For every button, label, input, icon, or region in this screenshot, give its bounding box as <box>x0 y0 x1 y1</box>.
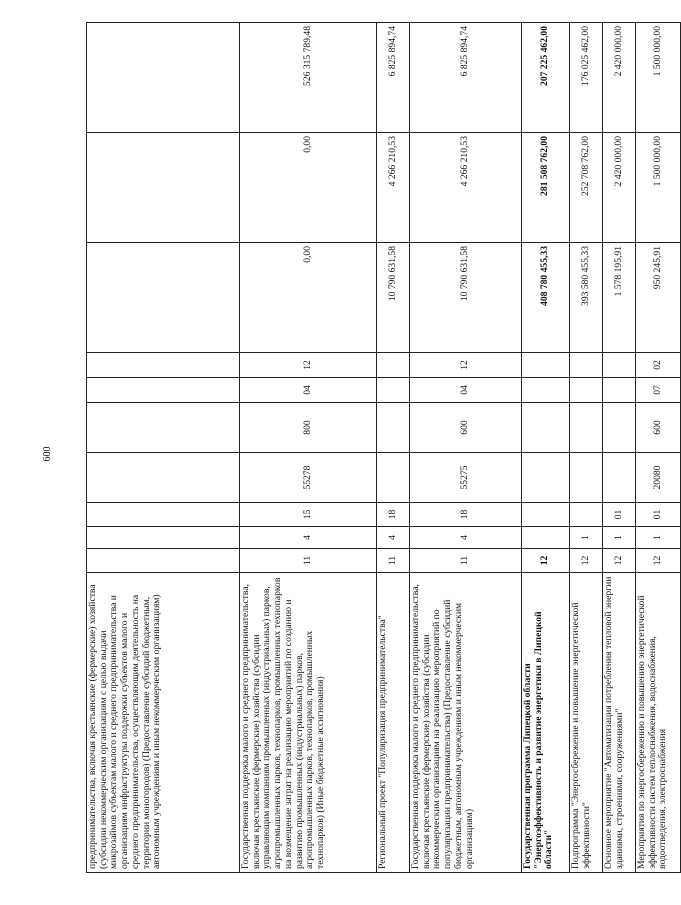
code-cell <box>87 503 240 527</box>
code-cell: 1 <box>636 527 681 549</box>
code-cell: 02 <box>636 353 681 378</box>
code-cell: 55275 <box>410 453 522 503</box>
amount-cell: 950 245,91 <box>636 243 681 353</box>
table-row <box>570 23 603 873</box>
code-cell: 12 <box>522 549 570 573</box>
amount-cell: 6 825 894,74 <box>410 23 522 133</box>
code-cell: 1 <box>570 527 603 549</box>
row-name-cell: Государственная поддержка малого и среднего предпринимательства, включая крестьянские (фермерские) хозяйства (субсидии некоммерческим организациям на реализацию мероприятий по популяризации предпринимательства) (Предоставление субсидий бюджетным, автономным учреждениям и иным некоммерческим организациям) <box>410 573 522 873</box>
code-cell: 12 <box>240 353 377 378</box>
row-name-cell: Региональный проект "Популяризация предпринимательства" <box>377 573 410 873</box>
amount-cell: 176 025 462,00 <box>570 23 603 133</box>
code-cell <box>570 353 603 378</box>
code-cell: 18 <box>410 503 522 527</box>
amount-cell: 0,00 <box>240 133 377 243</box>
table-row <box>636 23 681 873</box>
code-cell <box>522 403 570 453</box>
table-row <box>87 23 240 873</box>
page-number: 600 <box>42 446 53 462</box>
code-cell <box>87 378 240 403</box>
code-cell <box>87 353 240 378</box>
row-name-cell: Государственная поддержка малого и среднего предпринимательства, включая крестьянские (фермерские) хозяйства (субсидии управляющим компаниям промышленных (индустриальных) парков, агропромышленных парков, технопарков, промышленных технопарков на возмещение затрат на реализацию мероприятий по созданию и развитию промышленных (индустриальных) парков, агропромышленных парков, технопарков, промышленных технопарков) (Иные бюджетные ассигнования) <box>240 573 377 873</box>
amount-cell: 2 420 000,00 <box>603 23 636 133</box>
code-cell <box>87 527 240 549</box>
code-cell: 55278 <box>240 453 377 503</box>
code-cell: 20080 <box>636 453 681 503</box>
amount-cell: 10 790 631,58 <box>410 243 522 353</box>
code-cell: 15 <box>240 503 377 527</box>
amount-cell: 10 790 631,58 <box>377 243 410 353</box>
code-cell: 600 <box>410 403 522 453</box>
code-cell: 11 <box>240 549 377 573</box>
code-cell <box>522 353 570 378</box>
code-cell <box>522 503 570 527</box>
code-cell: 07 <box>636 378 681 403</box>
code-cell: 04 <box>240 378 377 403</box>
code-cell <box>603 378 636 403</box>
table-row <box>522 23 570 873</box>
code-cell: 04 <box>410 378 522 403</box>
amount-cell: 1 500 000,00 <box>636 133 681 243</box>
code-cell: 4 <box>410 527 522 549</box>
row-name-cell: Мероприятия по энергосбережению и повышению энергетической эффективности систем теплоснабжения, водоснабжения, водоотведения, электроснабжения <box>636 573 681 873</box>
row-name-cell: Подпрограмма "Энергосбережение и повышение энергетической эффективности" <box>570 573 603 873</box>
amount-cell: 6 825 894,74 <box>377 23 410 133</box>
table-row <box>410 23 522 873</box>
amount-cell <box>87 243 240 353</box>
code-cell: 600 <box>636 403 681 453</box>
rotated-table-container <box>86 23 669 873</box>
code-cell <box>603 453 636 503</box>
code-cell <box>522 378 570 403</box>
code-cell: 01 <box>636 503 681 527</box>
code-cell <box>377 403 410 453</box>
row-name-cell: Государственная программа Липецкой области "Энергоэффективность и развитие энергетики в Липецкой области" <box>522 573 570 873</box>
table-row <box>377 23 410 873</box>
code-cell: 12 <box>636 549 681 573</box>
amount-cell: 207 225 462,00 <box>522 23 570 133</box>
code-cell: 800 <box>240 403 377 453</box>
amount-cell: 4 266 210,53 <box>377 133 410 243</box>
code-cell <box>603 353 636 378</box>
amount-cell: 281 508 762,00 <box>522 133 570 243</box>
amount-cell: 2 420 000,00 <box>603 133 636 243</box>
amount-cell: 252 708 762,00 <box>570 133 603 243</box>
code-cell <box>570 403 603 453</box>
table-body <box>87 23 681 873</box>
code-cell <box>377 378 410 403</box>
code-cell <box>377 453 410 503</box>
code-cell <box>87 403 240 453</box>
row-name-cell: Основное мероприятие "Автоматизация потребления тепловой энергии зданиями, строениями, сооружениями" <box>603 573 636 873</box>
code-cell <box>87 549 240 573</box>
amount-cell: 1 578 195,91 <box>603 243 636 353</box>
code-cell: 1 <box>603 527 636 549</box>
code-cell: 12 <box>603 549 636 573</box>
code-cell <box>522 453 570 503</box>
code-cell: 12 <box>410 353 522 378</box>
amount-cell: 408 780 455,33 <box>522 243 570 353</box>
code-cell <box>570 503 603 527</box>
code-cell <box>522 527 570 549</box>
code-cell <box>570 378 603 403</box>
amount-cell <box>87 23 240 133</box>
code-cell: 11 <box>410 549 522 573</box>
amount-cell <box>87 133 240 243</box>
code-cell <box>87 453 240 503</box>
code-cell: 18 <box>377 503 410 527</box>
code-cell: 4 <box>240 527 377 549</box>
row-name-cell: предпринимательства, включая крестьянские (фермерские) хозяйства (субсидии некоммерческим организациям с целью выдачи микрозаймов субъектам малого и среднего предпринимательства и организациям инфраструктуры поддержки субъектов малого и среднего предпринимательства, осуществляющим деятельность на территории моногородов) (Предоставление субсидий бюджетным, автономным учреждениям и иным некоммерческим организациям) <box>87 573 240 873</box>
amount-cell: 1 500 000,00 <box>636 23 681 133</box>
budget-table <box>86 22 681 873</box>
code-cell <box>603 403 636 453</box>
amount-cell: 0,00 <box>240 243 377 353</box>
amount-cell: 526 315 789,48 <box>240 23 377 133</box>
code-cell <box>570 453 603 503</box>
code-cell: 12 <box>570 549 603 573</box>
amount-cell: 4 266 210,53 <box>410 133 522 243</box>
code-cell: 11 <box>377 549 410 573</box>
code-cell: 01 <box>603 503 636 527</box>
table-row <box>603 23 636 873</box>
code-cell: 4 <box>377 527 410 549</box>
table-row <box>240 23 377 873</box>
amount-cell: 393 580 455,33 <box>570 243 603 353</box>
code-cell <box>377 353 410 378</box>
